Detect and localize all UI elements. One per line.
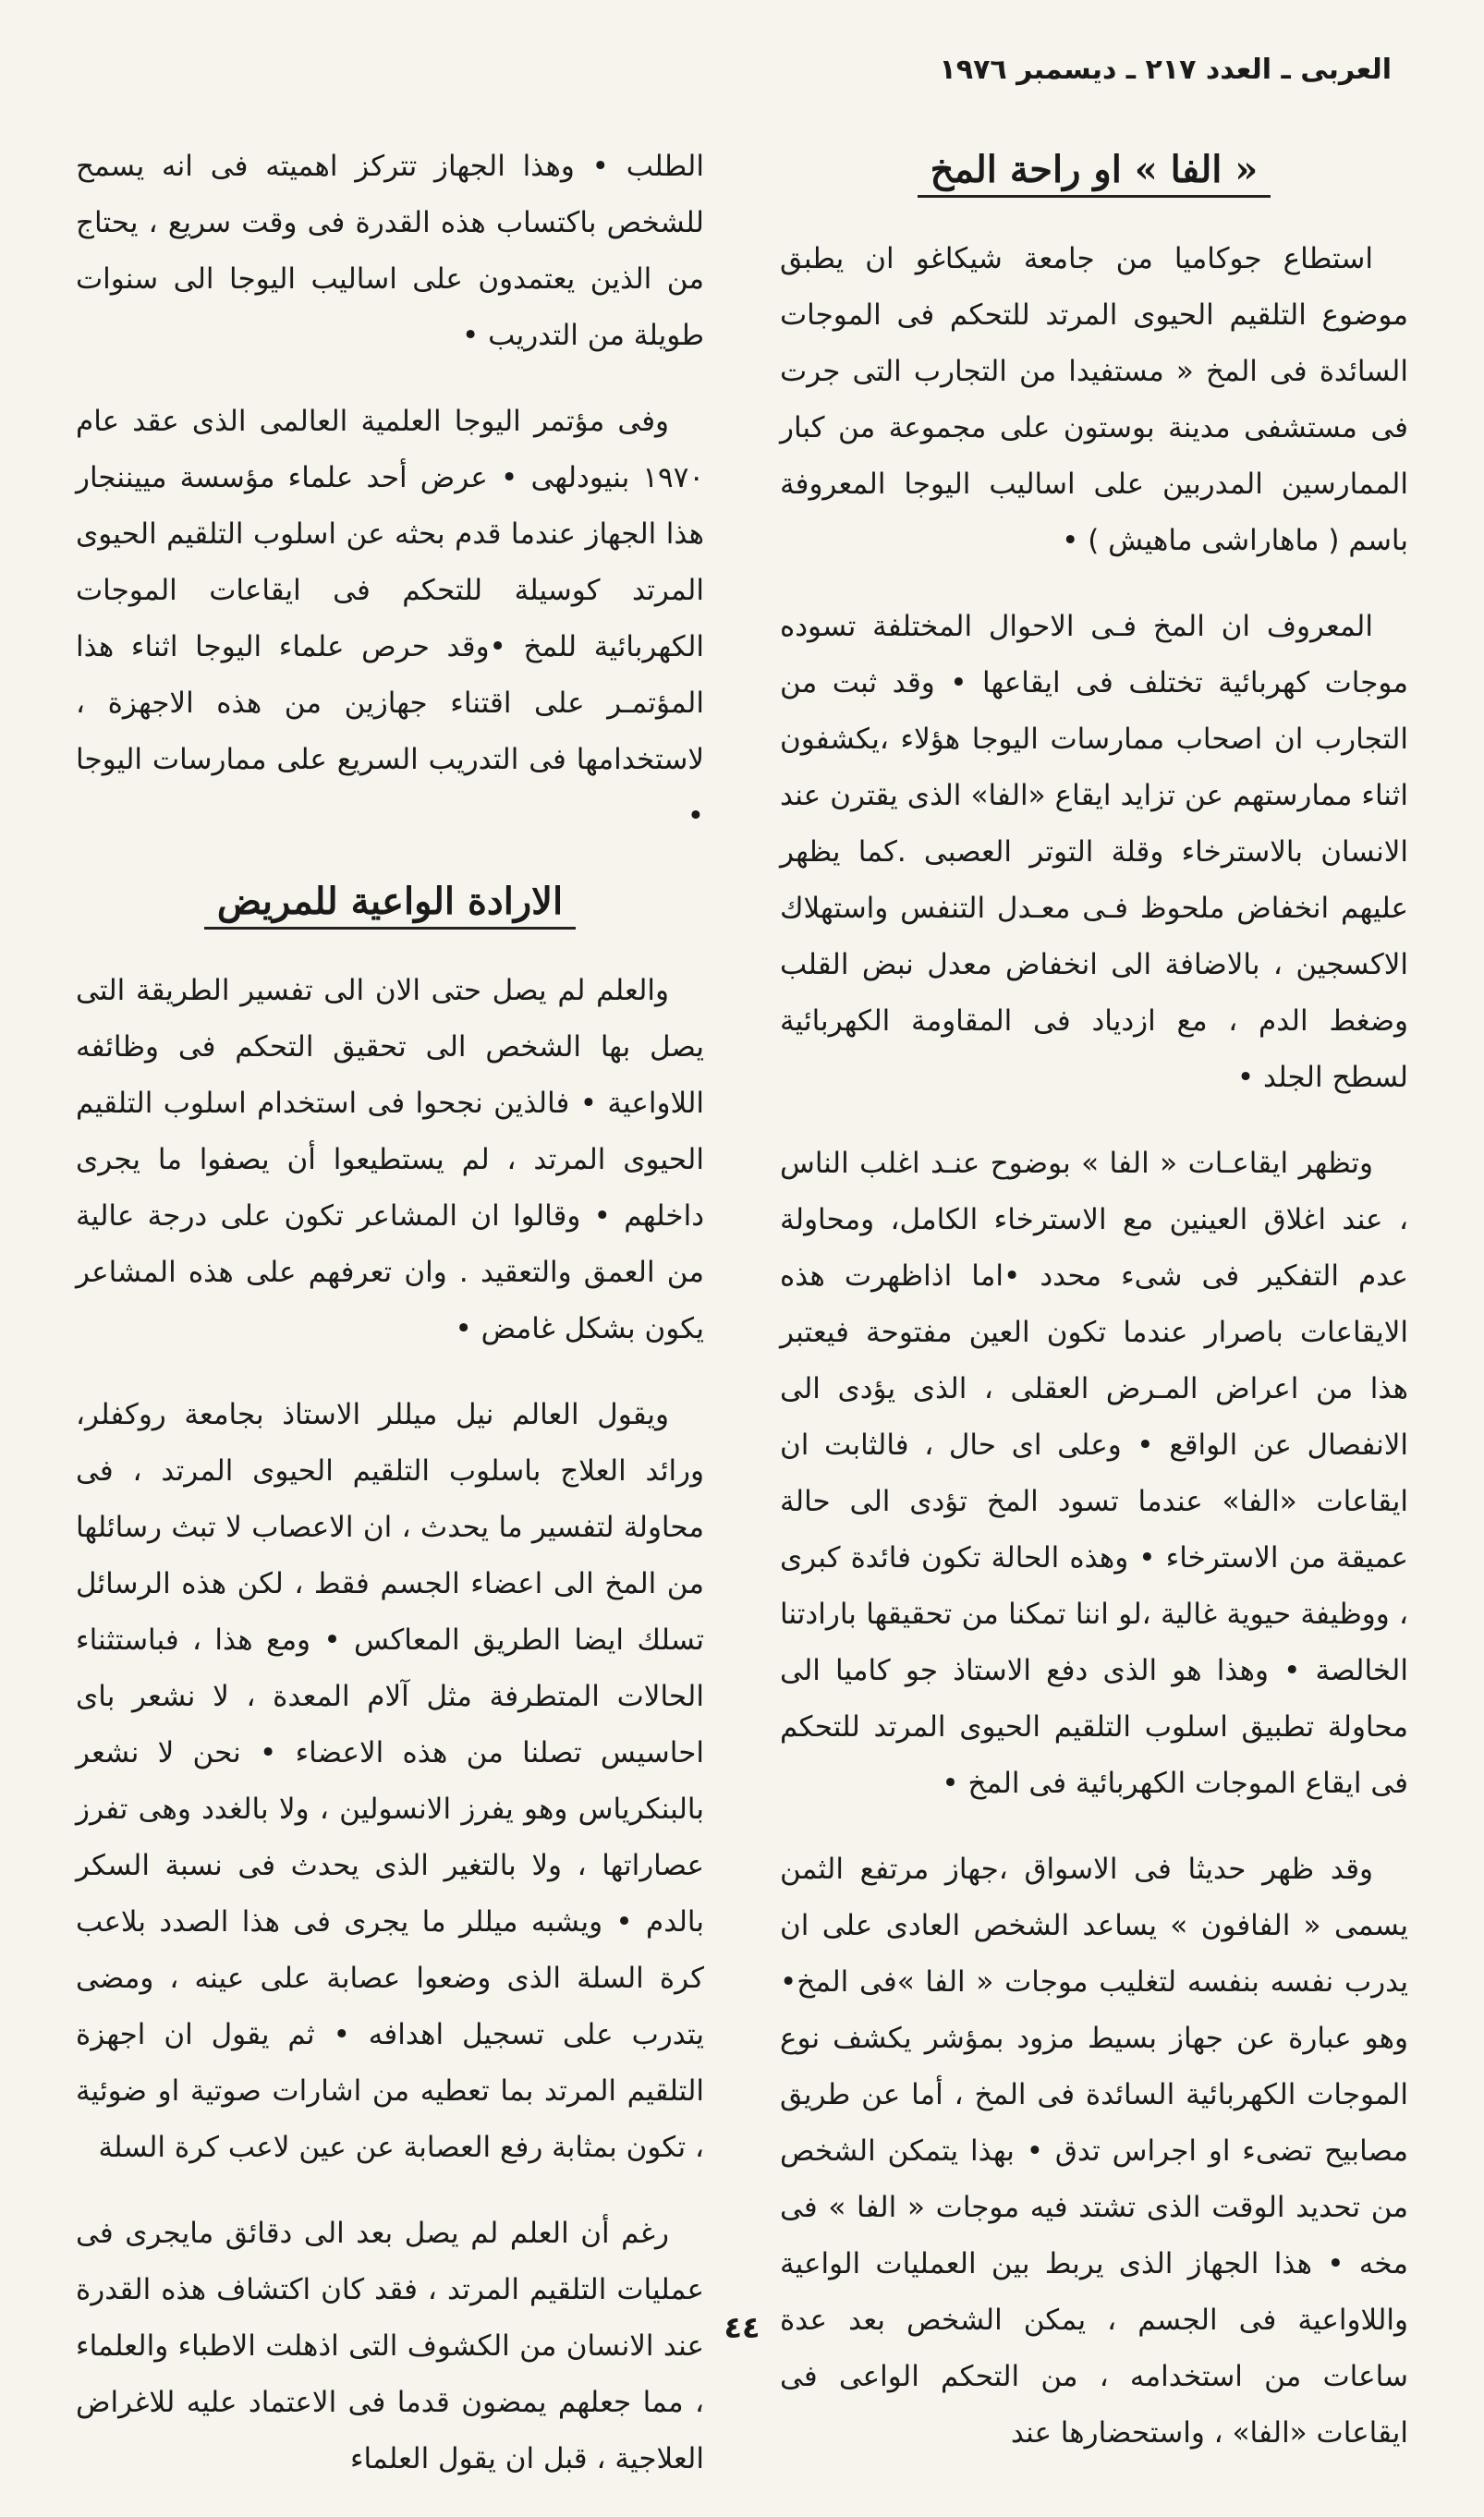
right-column bbox=[780, 139, 1408, 2491]
left-column bbox=[76, 139, 704, 2517]
paragraph: استطاع جوكاميا من جامعة شيكاغو ان يطبق موضوع التلقيم الحيوى المرتد للتحكم فى الموجات السائدة فى المخ « مستفيدا من التجارب التى جرت فى مستشفى مدينة بوستون على مجموعة من كبار الممارسين المدربين على اساليب اليوجا المعروفة باسم ( ماهاراشى ماهيش ) • bbox=[780, 242, 1408, 557]
paragraph: الطلب • وهذا الجهاز تتركز اهميته فى انه يسمح للشخص باكتساب هذه القدرة فى وقت سريع ، يحتاج من الذين يعتمدون على اساليب اليوجا الى سنوات طويلة من التدريب • bbox=[76, 150, 704, 352]
section-subtitle: الارادة الواعية للمريض bbox=[76, 874, 704, 930]
paragraph: وقد ظهر حديثا فى الاسواق ،جهاز مرتفع الثمن يسمى « الفافون » يساعد الشخص العادى على ان يدرب نفسه بنفسه لتغليب موجات « الفا »فى المخ• وهو عبارة عن جهاز بسيط مزود بمؤشر يكشف نوع الموجات الكهربائية السائدة فى المخ ، أما عن طريق مصابيح تضىء او اجراس تدق • بهذا يتمكن الشخص من تحديد الوقت الذى تشتد فيه موجات « الفا » فى مخه • هذا الجهاز الذى يربط بين العمليات الواعية واللاواعية فى الجسم ، يمكن الشخص بعد عدة ساعات من استخدامه ، من التحكم الواعى فى ايقاعات «الفا» ، واستحضارها عند bbox=[780, 1853, 1408, 2450]
paragraph: وفى مؤتمر اليوجا العلمية العالمى الذى عقد عام ١٩٧٠ بنيودلهى • عرض أحد علماء مؤسسة مييننجار هذا الجهاز عندما قدم بحثه عن اسلوب التلقيم الحيوى المرتد كوسيلة للتحكم فى ايقاعات الموجات الكهربائية للمخ •وقد حرص علماء اليوجا اثناء هذا المؤتمـر على اقتناء جهازين من هذه الاجهزة ، لاستخدامها فى التدريب السريع على ممارسات اليوجا • bbox=[76, 405, 704, 833]
paragraph: والعلم لم يصل حتى الان الى تفسير الطريقة التى يصل بها الشخص الى تحقيق التحكم فى وظائفه اللاواعية • فالذين نجحوا فى استخدام اسلوب التلقيم الحيوى المرتد ، لم يستطيعوا أن يصفوا ما يجرى داخلهم • وقالوا ان المشاعر تكون على درجة عالية من العمق والتعقيد . وان تعرفهم على هذه المشاعر يكون بشكل غامض • bbox=[76, 974, 704, 1345]
running-header: العربى ـ العدد ٢١٧ ـ ديسمبر ١٩٧٦ bbox=[939, 54, 1392, 86]
paragraph: المعروف ان المخ فـى الاحوال المختلفة تسوده موجات كهربائية تختلف فى ايقاعها • وقد ثبت من التجارب ان اصحاب ممارسات اليوجا هؤلاء ،يكشفون اثناء ممارستهم عن تزايد ايقاع «الفا» الذى يقترن عند الانسان بالاسترخاء وقلة التوتر العصبى .كما يظهر عليهم انخفاض ملحوظ فـى معـدل التنفس واستهلاك الاكسجين ، بالاضافة الى انخفاض معدل نبض القلب وضغط الدم ، مع ازدياد فى المقاومة الكهربائية لسطح الجلد • bbox=[780, 610, 1408, 1094]
paragraph: وتظهر ايقاعـات « الفا » بوضوح عنـد اغلب الناس ، عند اغلاق العينين مع الاسترخاء الكامل، ومحاولة عدم التفكير فى شىء محدد •اما اذاظهرت هذه الايقاعات باصرار عندما تكون العين مفتوحة فيعتبر هذا من اعراض المـرض العقلى ، الذى يؤدى الى الانفصال عن الواقع • وعلى اى حال ، فالثابت ان ايقاعات «الفا» عندما تسود المخ تؤدى الى حالة عميقة من الاسترخاء • وهذه الحالة تكون فائدة كبرى ، ووظيفة حيوية غالية ،لو اننا تمكنا من تحقيقها بارادتنا الخالصة • وهذا هو الذى دفع الاستاذ جو كاميا الى محاولة تطبيق اسلوب التلقيم الحيوى المرتد للتحكم فى ايقاع الموجات الكهربائية فى المخ • bbox=[780, 1147, 1408, 1800]
paragraph: ويقول العالم نيل ميللر الاستاذ بجامعة روكفلر، ورائد العلاج باسلوب التلقيم الحيوى المرتد ، فى محاولة لتفسير ما يحدث ، ان الاعصاب لا تبث رسائلها من المخ الى اعضاء الجسم فقط ، لكن هذه الرسائل تسلك ايضا الطريق المعاكس • ومع هذا ، فباستثناء الحالات المتطرفة مثل آلام المعدة ، لا نشعر باى احاسيس تصلنا من هذه الاعضاء • نحن لا نشعر بالبنكرياس وهو يفرز الانسولين ، ولا بالغدد وهى تفرز عصاراتها ، ولا بالتغير الذى يحدث فى نسبة السكر بالدم • ويشبه ميللر ما يجرى فى هذا الصدد بلاعب كرة السلة الذى وضعوا عصابة على عينه ، ومضى يتدرب على تسجيل اهدافه • ثم يقول ان اجهزة التلقيم المرتد بما تعطيه من اشارات صوتية او ضوئية ، تكون بمثابة رفع العصابة عن عين لاعب كرة السلة bbox=[76, 1398, 704, 2164]
page-number: ٤٤ bbox=[724, 2310, 760, 2345]
article-title: « الفا » او راحة المخ bbox=[780, 142, 1408, 198]
paragraph: رغم أن العلم لم يصل بعد الى دقائق مايجرى فى عمليات التلقيم المرتد ، فقد كان اكتشاف هذه القدرة عند الانسان من الكشوف التى اذهلت الاطباء والعلماء ، مما جعلهم يمضون قدما فى الاعتماد عليه للاغراض العلاجية ، قبل ان يقول العلماء bbox=[76, 2217, 704, 2475]
